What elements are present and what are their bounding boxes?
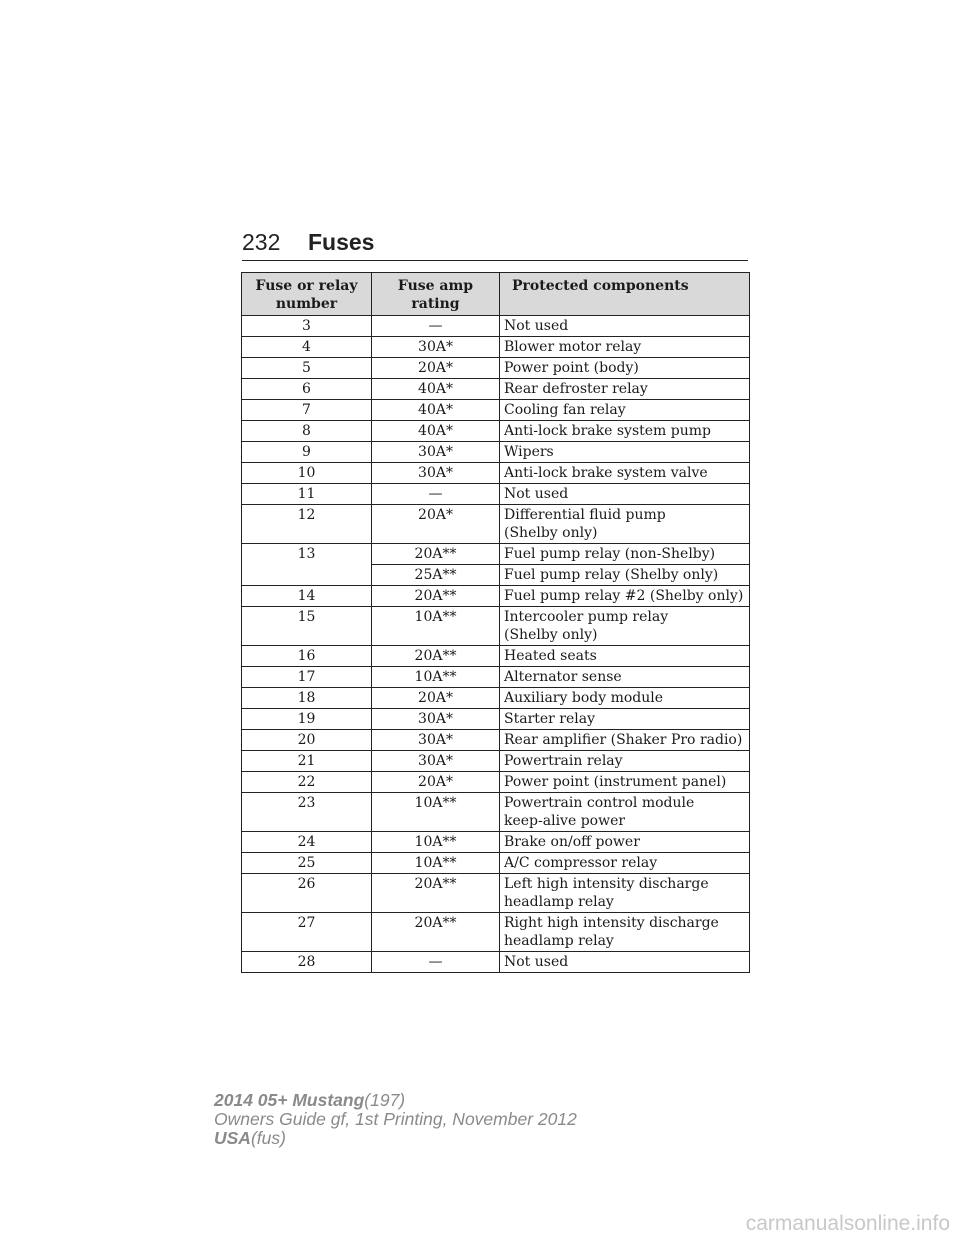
table-row bbox=[242, 400, 750, 421]
protected-component-cell: Starter relay bbox=[500, 709, 750, 730]
protected-component-cell: Not used bbox=[500, 952, 750, 973]
protected-component-cell: Heated seats bbox=[500, 646, 750, 667]
fuse-number-cell: 13 bbox=[242, 544, 372, 586]
fuse-number-cell: 22 bbox=[242, 772, 372, 793]
fuse-table-body bbox=[242, 316, 750, 973]
fuse-amp-cell: 30A* bbox=[372, 463, 500, 484]
fuse-amp-cell: — bbox=[372, 316, 500, 337]
table-row bbox=[242, 586, 750, 607]
fuse-number-cell: 19 bbox=[242, 709, 372, 730]
fuse-number-cell: 21 bbox=[242, 751, 372, 772]
column-header-number: Fuse or relay number bbox=[242, 273, 372, 316]
fuse-number-cell: 14 bbox=[242, 586, 372, 607]
table-row bbox=[242, 688, 750, 709]
table-row bbox=[242, 646, 750, 667]
page-header bbox=[242, 226, 748, 261]
fuse-number-cell: 11 bbox=[242, 484, 372, 505]
table-header-row bbox=[242, 273, 750, 316]
fuse-number-cell: 27 bbox=[242, 913, 372, 952]
fuse-number-cell: 26 bbox=[242, 874, 372, 913]
fuse-number-cell: 3 bbox=[242, 316, 372, 337]
footer-model: 2014 05+ Mustang bbox=[214, 1090, 365, 1110]
fuse-number-cell: 23 bbox=[242, 793, 372, 832]
fuse-amp-cell: 20A** bbox=[372, 646, 500, 667]
document-footer bbox=[214, 1091, 577, 1148]
table-row bbox=[242, 772, 750, 793]
table-row bbox=[242, 832, 750, 853]
table-row bbox=[242, 379, 750, 400]
fuse-amp-cell: 10A** bbox=[372, 832, 500, 853]
table-row bbox=[242, 874, 750, 913]
table-row bbox=[242, 337, 750, 358]
fuse-number-cell: 24 bbox=[242, 832, 372, 853]
fuse-amp-cell: 30A* bbox=[372, 442, 500, 463]
protected-component-cell: Power point (instrument panel) bbox=[500, 772, 750, 793]
footer-model-code: (197) bbox=[364, 1090, 406, 1110]
fuse-amp-cell: 40A* bbox=[372, 379, 500, 400]
footer-line-3 bbox=[214, 1129, 577, 1148]
protected-component-cell: Not used bbox=[500, 316, 750, 337]
fuse-amp-cell: 30A* bbox=[372, 709, 500, 730]
fuse-amp-cell: 10A** bbox=[372, 793, 500, 832]
fuse-number-cell: 12 bbox=[242, 505, 372, 544]
fuse-number-cell: 16 bbox=[242, 646, 372, 667]
fuse-number-cell: 17 bbox=[242, 667, 372, 688]
protected-component-cell: Cooling fan relay bbox=[500, 400, 750, 421]
fuse-amp-cell: 30A* bbox=[372, 751, 500, 772]
table-row bbox=[242, 607, 750, 646]
table-row bbox=[242, 793, 750, 832]
footer-line-2: Owners Guide gf, 1st Printing, November 2012 bbox=[214, 1109, 577, 1129]
protected-component-cell: Rear defroster relay bbox=[500, 379, 750, 400]
fuse-amp-cell: 20A** bbox=[372, 586, 500, 607]
table-row bbox=[242, 853, 750, 874]
watermark: carmanualsonline.info bbox=[745, 1212, 950, 1235]
table-row bbox=[242, 484, 750, 505]
fuse-amp-cell: 20A** bbox=[372, 544, 500, 565]
fuse-number-cell: 15 bbox=[242, 607, 372, 646]
protected-component-cell: A/C compressor relay bbox=[500, 853, 750, 874]
protected-component-cell: Anti-lock brake system pump bbox=[500, 421, 750, 442]
protected-component-cell: Left high intensity discharge headlamp relay bbox=[500, 874, 750, 913]
protected-component-cell: Fuel pump relay (Shelby only) bbox=[500, 565, 750, 586]
table-row bbox=[242, 913, 750, 952]
fuse-amp-cell: 10A** bbox=[372, 607, 500, 646]
fuse-amp-cell: 20A* bbox=[372, 688, 500, 709]
fuse-amp-cell: — bbox=[372, 484, 500, 505]
fuse-amp-cell: 20A* bbox=[372, 358, 500, 379]
fuse-amp-cell: 40A* bbox=[372, 400, 500, 421]
protected-component-cell: Alternator sense bbox=[500, 667, 750, 688]
protected-component-cell: Auxiliary body module bbox=[500, 688, 750, 709]
fuse-number-cell: 18 bbox=[242, 688, 372, 709]
fuse-number-cell: 8 bbox=[242, 421, 372, 442]
table-row bbox=[242, 442, 750, 463]
protected-component-cell: Intercooler pump relay (Shelby only) bbox=[500, 607, 750, 646]
table-row bbox=[242, 751, 750, 772]
table-row bbox=[242, 709, 750, 730]
protected-component-cell: Power point (body) bbox=[500, 358, 750, 379]
page-number: 232 bbox=[242, 229, 281, 255]
table-row bbox=[242, 316, 750, 337]
column-header-amp: Fuse amp rating bbox=[372, 273, 500, 316]
section-title: Fuses bbox=[308, 229, 375, 255]
fuse-number-cell: 9 bbox=[242, 442, 372, 463]
protected-component-cell: Blower motor relay bbox=[500, 337, 750, 358]
protected-component-cell: Right high intensity discharge headlamp relay bbox=[500, 913, 750, 952]
protected-component-cell: Fuel pump relay #2 (Shelby only) bbox=[500, 586, 750, 607]
fuse-amp-cell: 10A** bbox=[372, 667, 500, 688]
protected-component-cell: Fuel pump relay (non-Shelby) bbox=[500, 544, 750, 565]
fuse-number-cell: 7 bbox=[242, 400, 372, 421]
fuse-amp-cell: 20A** bbox=[372, 874, 500, 913]
fuse-amp-cell: 10A** bbox=[372, 853, 500, 874]
fuse-number-cell: 25 bbox=[242, 853, 372, 874]
footer-market: USA bbox=[214, 1128, 251, 1148]
column-header-components: Protected components bbox=[500, 273, 750, 316]
fuse-amp-cell: 30A* bbox=[372, 730, 500, 751]
fuse-amp-cell: — bbox=[372, 952, 500, 973]
protected-component-cell: Wipers bbox=[500, 442, 750, 463]
protected-component-cell: Powertrain control module keep-alive power bbox=[500, 793, 750, 832]
table-row bbox=[242, 505, 750, 544]
protected-component-cell: Differential fluid pump (Shelby only) bbox=[500, 505, 750, 544]
fuse-amp-cell: 40A* bbox=[372, 421, 500, 442]
fuse-number-cell: 28 bbox=[242, 952, 372, 973]
fuse-number-cell: 5 bbox=[242, 358, 372, 379]
table-row bbox=[242, 730, 750, 751]
table-row bbox=[242, 544, 750, 565]
table-row bbox=[242, 463, 750, 484]
fuse-amp-cell: 30A* bbox=[372, 337, 500, 358]
fuse-amp-cell: 20A* bbox=[372, 505, 500, 544]
fuse-number-cell: 10 bbox=[242, 463, 372, 484]
protected-component-cell: Not used bbox=[500, 484, 750, 505]
fuse-amp-cell: 20A* bbox=[372, 772, 500, 793]
footer-line-1 bbox=[214, 1091, 577, 1110]
table-row bbox=[242, 358, 750, 379]
fuse-number-cell: 6 bbox=[242, 379, 372, 400]
protected-component-cell: Powertrain relay bbox=[500, 751, 750, 772]
fuse-amp-cell: 25A** bbox=[372, 565, 500, 586]
fuse-number-cell: 4 bbox=[242, 337, 372, 358]
protected-component-cell: Rear amplifier (Shaker Pro radio) bbox=[500, 730, 750, 751]
footer-market-code: (fus) bbox=[250, 1128, 286, 1148]
fuse-amp-cell: 20A** bbox=[372, 913, 500, 952]
protected-component-cell: Brake on/off power bbox=[500, 832, 750, 853]
table-row bbox=[242, 667, 750, 688]
protected-component-cell: Anti-lock brake system valve bbox=[500, 463, 750, 484]
fuse-number-cell: 20 bbox=[242, 730, 372, 751]
fuse-table bbox=[241, 272, 750, 973]
table-row bbox=[242, 952, 750, 973]
table-row bbox=[242, 421, 750, 442]
